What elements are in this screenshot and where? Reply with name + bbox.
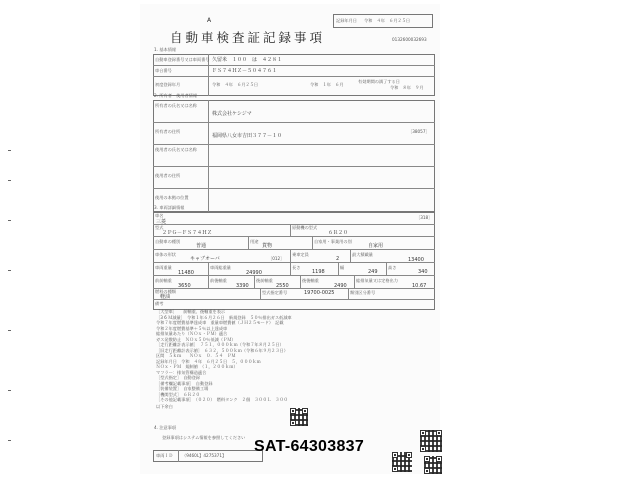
rr-axle-label: 後後軸重 (302, 278, 319, 283)
height-value: 340 (418, 269, 428, 275)
section-basic: 1. 基本情報 (154, 47, 177, 52)
reg-label: 自動車登録番号又は車両番号 (155, 57, 210, 62)
remarks-end: 以下余白 (156, 404, 173, 409)
fuel-value: 軽油 (160, 294, 171, 300)
user-name-label: 使用者の氏名又は名称 (155, 147, 197, 152)
first-reg-value: 令和 ４年 ６月２５日 (212, 82, 259, 87)
displacement-value: 10.67 (412, 283, 427, 289)
expiry-value-1: 令和 １年 ６月 (310, 82, 344, 87)
remarks-line: 令和２年度燃費基準＋５％以上達成車 (156, 325, 228, 331)
document-title: 自動車検査証記録事項 (170, 30, 326, 45)
chassis-value: ＦＳ７４ＨＺ－５０４７６１ (212, 68, 278, 74)
type-no-label: 型式指定番号 (262, 290, 288, 295)
user-addr-label: 使用者の住所 (155, 173, 181, 178)
width-value: 249 (368, 269, 378, 275)
length-value: 1198 (312, 269, 325, 275)
kind-label: 自動車の種別 (155, 239, 181, 244)
rear-axle-value: 2550 (276, 283, 289, 289)
qr-code-2 (420, 430, 442, 452)
fuel-label: 燃料の種類 (155, 289, 176, 294)
owner-name-value: 株式会社ケシジマ (212, 111, 252, 117)
scan-edge-marks (8, 150, 13, 450)
qr-code-1 (290, 408, 308, 426)
remarks-line: ［機関型式］ ６Ｒ２０ (156, 391, 200, 397)
expiry-value-2: 令和 ８年 ９月 (390, 85, 424, 90)
shape-code: ［012］ (268, 256, 285, 261)
section-vehicle: 3. 車両詳細情報 (154, 205, 185, 210)
issue-label: 記録年月日 (336, 18, 357, 23)
remarks-line: ［装備装置］ 自家整備工場 (156, 386, 209, 391)
document-sheet (140, 4, 440, 474)
displacement-label: 総排気量又は定格出力 (356, 278, 398, 283)
front-axle-label: 前前軸重 (155, 278, 172, 283)
owner-name-label: 所有者の氏名又は名称 (155, 103, 197, 108)
issue-date: 令和 ４年 ６月２５日 (364, 18, 411, 23)
capacity-value: 2 (336, 256, 340, 262)
overlay-id-label: SAT-64303837 (254, 438, 365, 455)
owner-addr-value: 福岡県八女市吉田３７７－１０ (212, 133, 283, 139)
remarks-line: ［走行距離計表示値］ ７５１，０００ｋｍ（令和７年８月２５日） (156, 342, 284, 347)
qr-code-3 (392, 452, 412, 472)
remarks-line: 記録年月日 令和 ４年 ６月２５日 ５，０００ｋｍ (156, 358, 261, 364)
gross-label: 車両総重量 (210, 265, 231, 270)
base-label: 使用の本拠の位置 (155, 195, 189, 200)
vehicle-id-label: 車両ＩＤ (156, 453, 173, 458)
remarks-line: マフラー：排気管構造適合 (156, 369, 207, 375)
engine-value: ６Ｒ２０ (328, 230, 349, 236)
use-label: 用途 (250, 239, 259, 244)
model-value: ２ＰＧ－ＦＳ７４ＨＺ (162, 230, 213, 236)
section-notice: 4. 注意事項 (154, 425, 177, 430)
remarks-line: 総排気量あたり（ＮＯｘ・ＰＭ）適合 (156, 331, 228, 336)
expiry-label: 有効期間の満了する日 (358, 79, 400, 84)
gross-value: 24990 (246, 270, 262, 276)
remarks-line: ［その他記載事項］ （０２０） 燃料タンク ２個 ３００Ｌ ３００ (156, 397, 288, 402)
remarks-line: 令和７年度燃費基準達成車 重量車燃費値（ＪＨ２５モード） 記載 (156, 320, 284, 325)
height-label: 高さ (388, 265, 397, 270)
fr-axle-label: 前後軸重 (210, 278, 227, 283)
chassis-label: 車台番号 (155, 68, 172, 73)
private-value: 自家用 (368, 243, 384, 249)
owner-table (153, 100, 435, 212)
remarks-line: ＮＯｘ・ＰＭ 規制値 （１，２００ｋｍ） (156, 364, 238, 369)
shape-value: キャブオーバ (190, 256, 220, 262)
engine-label: 原動機の型式 (292, 225, 318, 230)
make-label: 車名 (155, 213, 164, 218)
kind-value: 普通 (196, 243, 207, 249)
remarks-line: ［3 6 Ｍ減量］ 令和１年６月２６日 新規登録 ５０％排出ガス低減車 (156, 314, 292, 320)
private-label: 自家用・事業用の別 (314, 239, 352, 244)
reg-value: 久留米 １００ は ４２８１ (212, 57, 283, 63)
front-axle-value: 3650 (178, 283, 191, 289)
shape-label: 車体の形状 (155, 252, 176, 257)
remarks-line: 区間 ５ｋｍ ＮＯｘ ０．５４ ＰＭ (156, 353, 236, 358)
capacity-label: 乗車定員 (292, 252, 309, 257)
remarks-line: ［旧走行距離計表示値］ ６３２，５００ｋｍ（令和６年９月２３日） (156, 347, 288, 353)
owner-addr-label: 所有者の住所 (155, 129, 181, 134)
class-label: 類別区分番号 (350, 290, 376, 295)
use-value: 貨物 (262, 243, 273, 249)
maxload-value: 13400 (408, 257, 424, 263)
type-no-value: 19700-0025 (304, 290, 335, 296)
remarks-line: ガス発散防止 ＮＯｘ５０％低減（ＰＭ） (156, 336, 236, 342)
first-reg-label: 初度登録年月 (155, 82, 181, 87)
model-label: 型式 (155, 225, 164, 230)
notice-text: 登録事項はシステム情報を参照してください (162, 435, 246, 440)
rr-axle-value: 2490 (334, 283, 347, 289)
rear-axle-label: 後前軸重 (256, 278, 273, 283)
remarks-line: ［大型車］ 前軸重、後軸重を表示 (156, 309, 226, 314)
serial-number: 0132600032693 (392, 37, 427, 42)
make-value: 三菱 (156, 219, 167, 225)
remarks-line: ［型式指定］ 自動登録 (156, 375, 200, 380)
weight-value: 11480 (178, 270, 194, 276)
fr-axle-value: 3390 (236, 283, 249, 289)
make-code: ［318］ (416, 215, 433, 220)
section-owner: 2. 所有者・使用者情報 (154, 93, 198, 98)
remarks-line: ［備考欄記載事項］ 自動登録 (156, 380, 213, 386)
maxload-label: 最大積載量 (352, 252, 373, 257)
remarks-label: 備考 (155, 301, 164, 306)
stamp-a: A (207, 17, 212, 24)
weight-label: 車両重量 (155, 265, 172, 270)
width-label: 幅 (340, 265, 345, 270)
length-label: 長さ (292, 265, 301, 270)
vehicle-id-value: （9460L】4275371】 (182, 453, 227, 458)
qr-code-4 (424, 456, 442, 474)
owner-addr-code: ［38057］ (408, 129, 430, 134)
